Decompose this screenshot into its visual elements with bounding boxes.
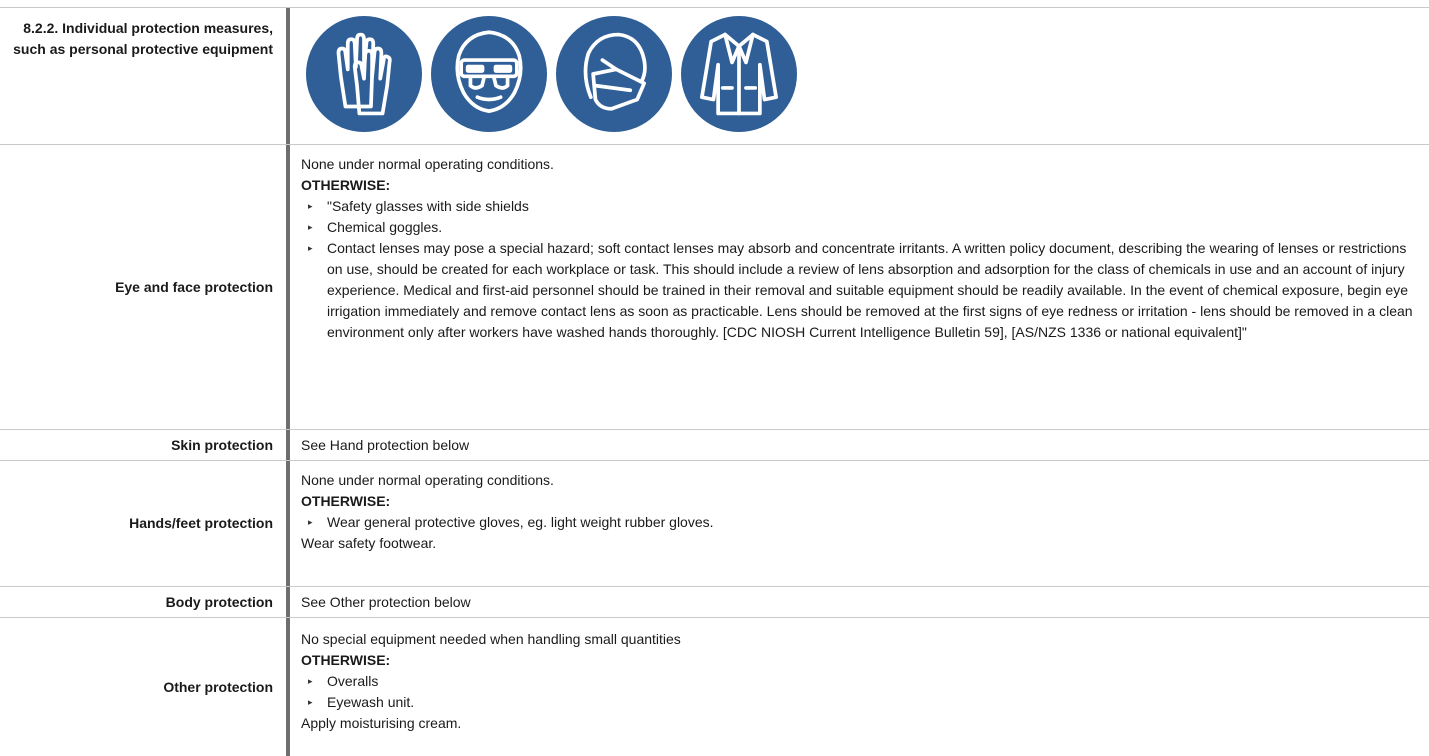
hands-intro: None under normal operating conditions.	[301, 472, 554, 488]
hands-protection-content	[301, 470, 1421, 554]
label-divider	[286, 145, 290, 429]
list-item-text: Eyewash unit.	[327, 694, 415, 710]
list-item	[308, 196, 1421, 217]
skin-protection-content: See Hand protection below	[301, 437, 470, 453]
label-divider	[286, 430, 290, 460]
skin-protection-label: Skin protection	[171, 436, 273, 453]
ppe-icon-row	[306, 16, 797, 132]
body-protection-content: See Other protection below	[301, 594, 471, 610]
other-intro: No special equipment needed when handling small quantities	[301, 631, 681, 647]
list-item	[308, 692, 1421, 713]
eye-otherwise: OTHERWISE:	[301, 177, 391, 193]
other-protection-content	[301, 629, 1421, 734]
other-protection-label: Other protection	[163, 678, 273, 695]
label-divider	[286, 461, 290, 586]
gloves-icon	[306, 16, 422, 132]
bullet-icon: ▸	[308, 697, 313, 707]
eye-protection-label: Eye and face protection	[115, 278, 273, 295]
eye-intro: None under normal operating conditions.	[301, 156, 554, 172]
body-protection-label: Body protection	[165, 593, 273, 610]
hands-outro: Wear safety footwear.	[301, 535, 437, 551]
label-divider	[286, 8, 290, 144]
list-item-text: Wear general protective gloves, eg. light weight rubber gloves.	[327, 514, 714, 530]
bullet-icon: ▸	[308, 201, 313, 211]
hands-otherwise: OTHERWISE:	[301, 493, 391, 509]
label-divider	[286, 618, 290, 756]
eye-list	[301, 196, 1421, 343]
dust-mask-icon	[556, 16, 672, 132]
bullet-icon: ▸	[308, 676, 313, 686]
list-item-text: Overalls	[327, 673, 379, 689]
list-item-text: Contact lenses may pose a special hazard; soft contact lenses may absorb and concentrate irritants. A written policy document, describing the wearing of lenses or restrictions on use, should be created for each workplace or task. This should include a review of lens absorption and adsorption for the class of chemicals in use and an account of injury experience. Medical and first-aid personnel should be trained in their removal and suitable equipment should be readily available. In the event of chemical exposure, begin eye irrigation immediately and remove contact lens as soon as practicable. Lens should be removed at the first signs of eye redness or irritation - lens should be removed in a clean environment only after workers have washed hands thoroughly. [CDC NIOSH Current Intelligence Bulletin 59], [AS/NZS 1336 or national equivalent]"	[327, 240, 1413, 340]
other-outro: Apply moisturising cream.	[301, 715, 462, 731]
list-item	[308, 671, 1421, 692]
other-otherwise: OTHERWISE:	[301, 652, 391, 668]
list-item-text: "Safety glasses with side shields	[327, 198, 529, 214]
list-item	[308, 512, 1421, 533]
bullet-icon: ▸	[308, 517, 313, 527]
bullet-icon: ▸	[308, 243, 313, 253]
safety-goggles-icon	[431, 16, 547, 132]
lab-coat-icon	[681, 16, 797, 132]
table-top-rule	[0, 7, 1429, 8]
ppe-header-label: 8.2.2. Individual protection measures, such as personal protective equipment	[13, 20, 273, 57]
bullet-icon: ▸	[308, 222, 313, 232]
other-list	[301, 671, 1421, 713]
list-item-text: Chemical goggles.	[327, 219, 443, 235]
hands-protection-label: Hands/feet protection	[129, 515, 273, 531]
hands-list	[301, 512, 1421, 533]
list-item	[308, 238, 1421, 343]
eye-protection-content	[301, 154, 1421, 343]
label-divider	[286, 587, 290, 617]
list-item	[308, 217, 1421, 238]
